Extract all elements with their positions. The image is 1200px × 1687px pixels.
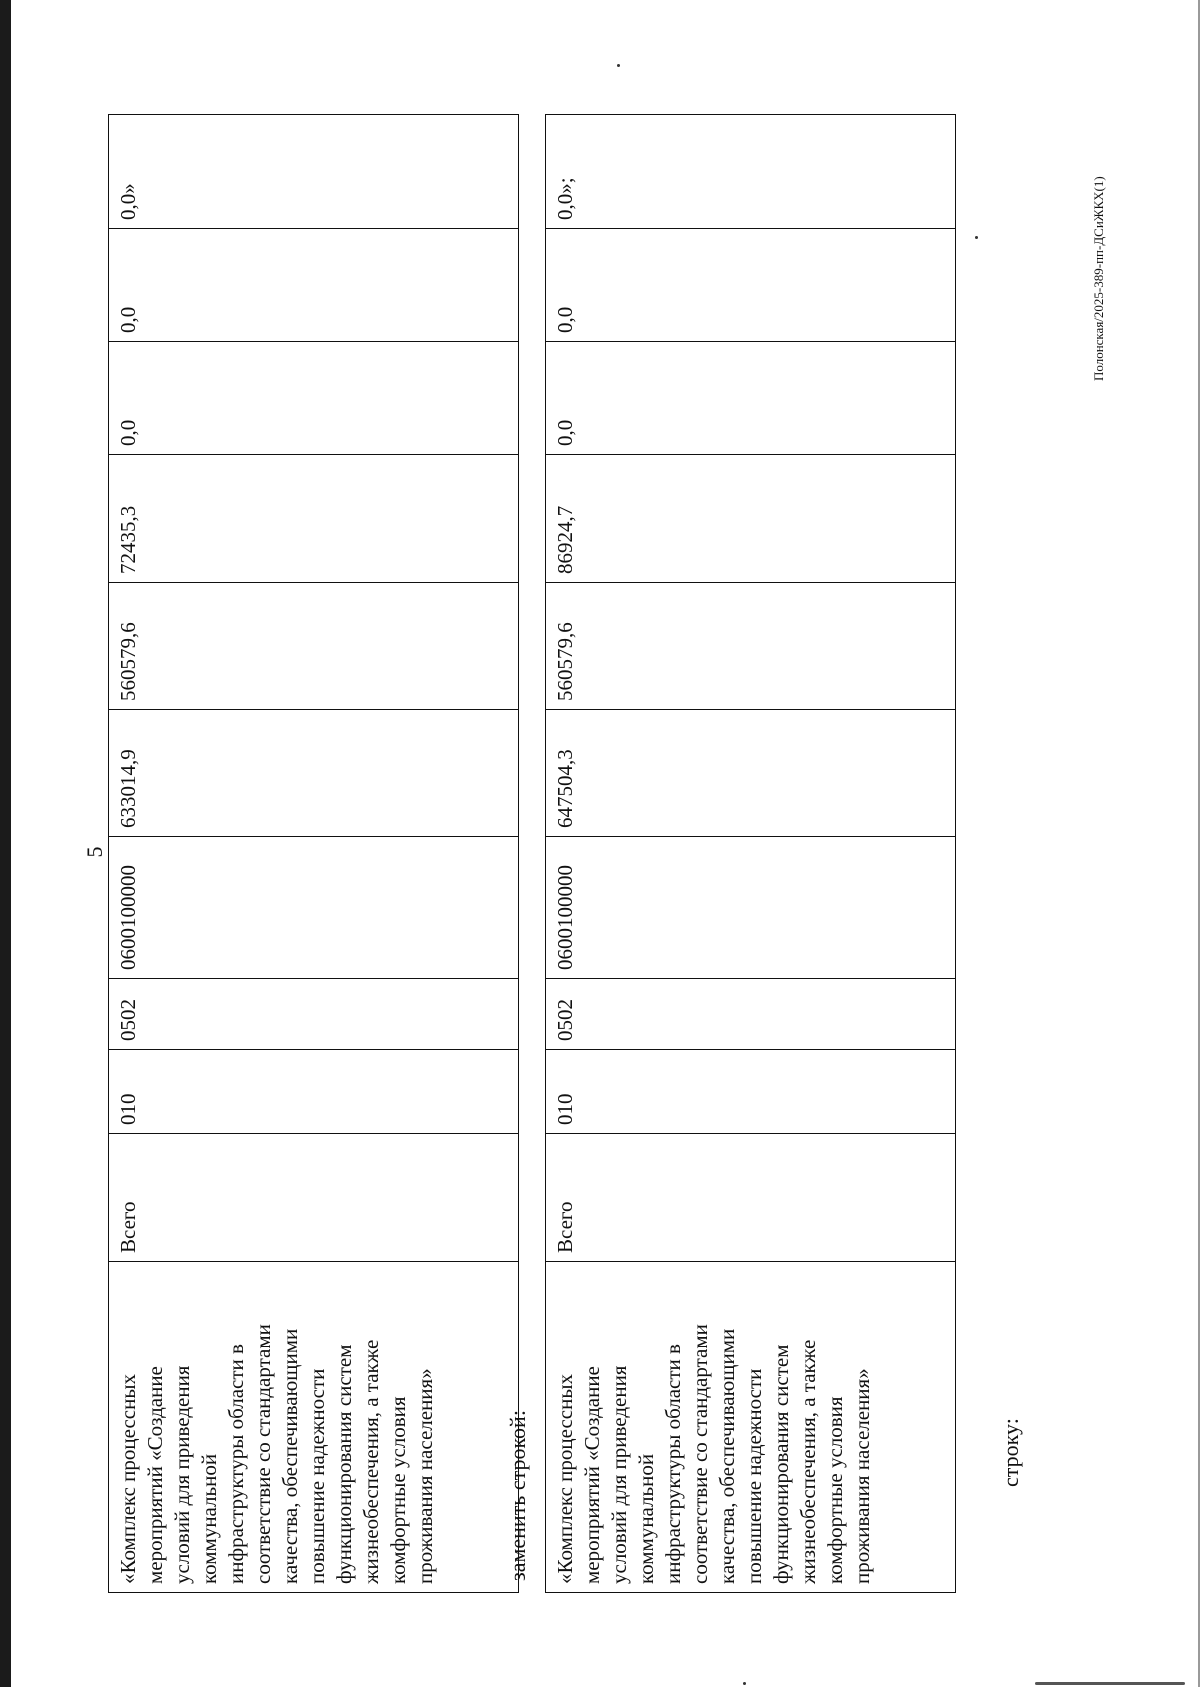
table-row: [109, 115, 519, 1593]
description-line: качества, обеспечивающими: [715, 1328, 739, 1584]
amount-cell: 86924,7: [546, 455, 956, 583]
original-row-table: [108, 114, 519, 1593]
section-code-cell: 0502: [109, 979, 519, 1050]
amount-cell: 0,0»: [109, 115, 519, 229]
description-line: комфортные условия: [386, 1396, 410, 1584]
description-line: жизнеобеспечения, а также: [796, 1339, 820, 1584]
admin-code-cell: 010: [109, 1050, 519, 1134]
amount-cell: 0,0»;: [546, 115, 956, 229]
amount-cell: 72435,3: [109, 455, 519, 583]
section-code-cell: 0502: [546, 979, 956, 1050]
target-code-cell: 0600100000: [109, 837, 519, 979]
amount-total-cell: 647504,3: [546, 710, 956, 837]
line-label: строку:: [998, 1418, 1023, 1487]
description-cell: [546, 1262, 956, 1593]
description-line: соответствие со стандартами: [251, 1324, 275, 1584]
description-line: «Комплекс процессных: [116, 1374, 140, 1584]
description-line: повышение надежности: [742, 1368, 766, 1584]
description-line: функционирования систем: [769, 1344, 793, 1584]
description-line: инфраструктуры области в: [224, 1344, 248, 1584]
total-cell: Всего: [109, 1134, 519, 1262]
amount-cell: 0,0: [546, 229, 956, 342]
description-line: инфраструктуры области в: [661, 1344, 685, 1584]
description-line: коммунальной: [634, 1453, 658, 1584]
target-code-cell: 0600100000: [546, 837, 956, 979]
description-line: мероприятий «Создание: [580, 1366, 604, 1584]
description-line: коммунальной: [197, 1453, 221, 1584]
document-code: Полонская/2025-389-пп-ДСиЖКХ(1): [1091, 176, 1106, 381]
description-line: комфортные условия: [823, 1396, 847, 1584]
description-line: повышение надежности: [305, 1368, 329, 1584]
amount-cell: 560579,6: [546, 583, 956, 710]
amount-cell: 0,0: [109, 342, 519, 455]
description-line: «Комплекс процессных: [553, 1374, 577, 1584]
amount-cell: 0,0: [109, 229, 519, 342]
description-line: условий для приведения: [170, 1365, 194, 1584]
table-row: [546, 115, 956, 1593]
description-line: проживания населения»: [850, 1368, 874, 1584]
description-line: функционирования систем: [332, 1344, 356, 1584]
amount-cell: 560579,6: [109, 583, 519, 710]
amount-total-cell: 633014,9: [109, 710, 519, 837]
description-line: соответствие со стандартами: [688, 1324, 712, 1584]
amount-cell: 0,0: [546, 342, 956, 455]
replace-with-label: заменить строкой:: [505, 1410, 530, 1581]
admin-code-cell: 010: [546, 1050, 956, 1134]
total-cell: Всего: [546, 1134, 956, 1262]
description-line: жизнеобеспечения, а также: [359, 1339, 383, 1584]
description-cell: [109, 1262, 519, 1593]
replacement-row-table: [545, 114, 956, 1593]
description-line: мероприятий «Создание: [143, 1366, 167, 1584]
page-number: 5: [82, 846, 107, 858]
description-line: проживания населения»: [413, 1368, 437, 1584]
description-line: условий для приведения: [607, 1365, 631, 1584]
description-line: качества, обеспечивающими: [278, 1328, 302, 1584]
